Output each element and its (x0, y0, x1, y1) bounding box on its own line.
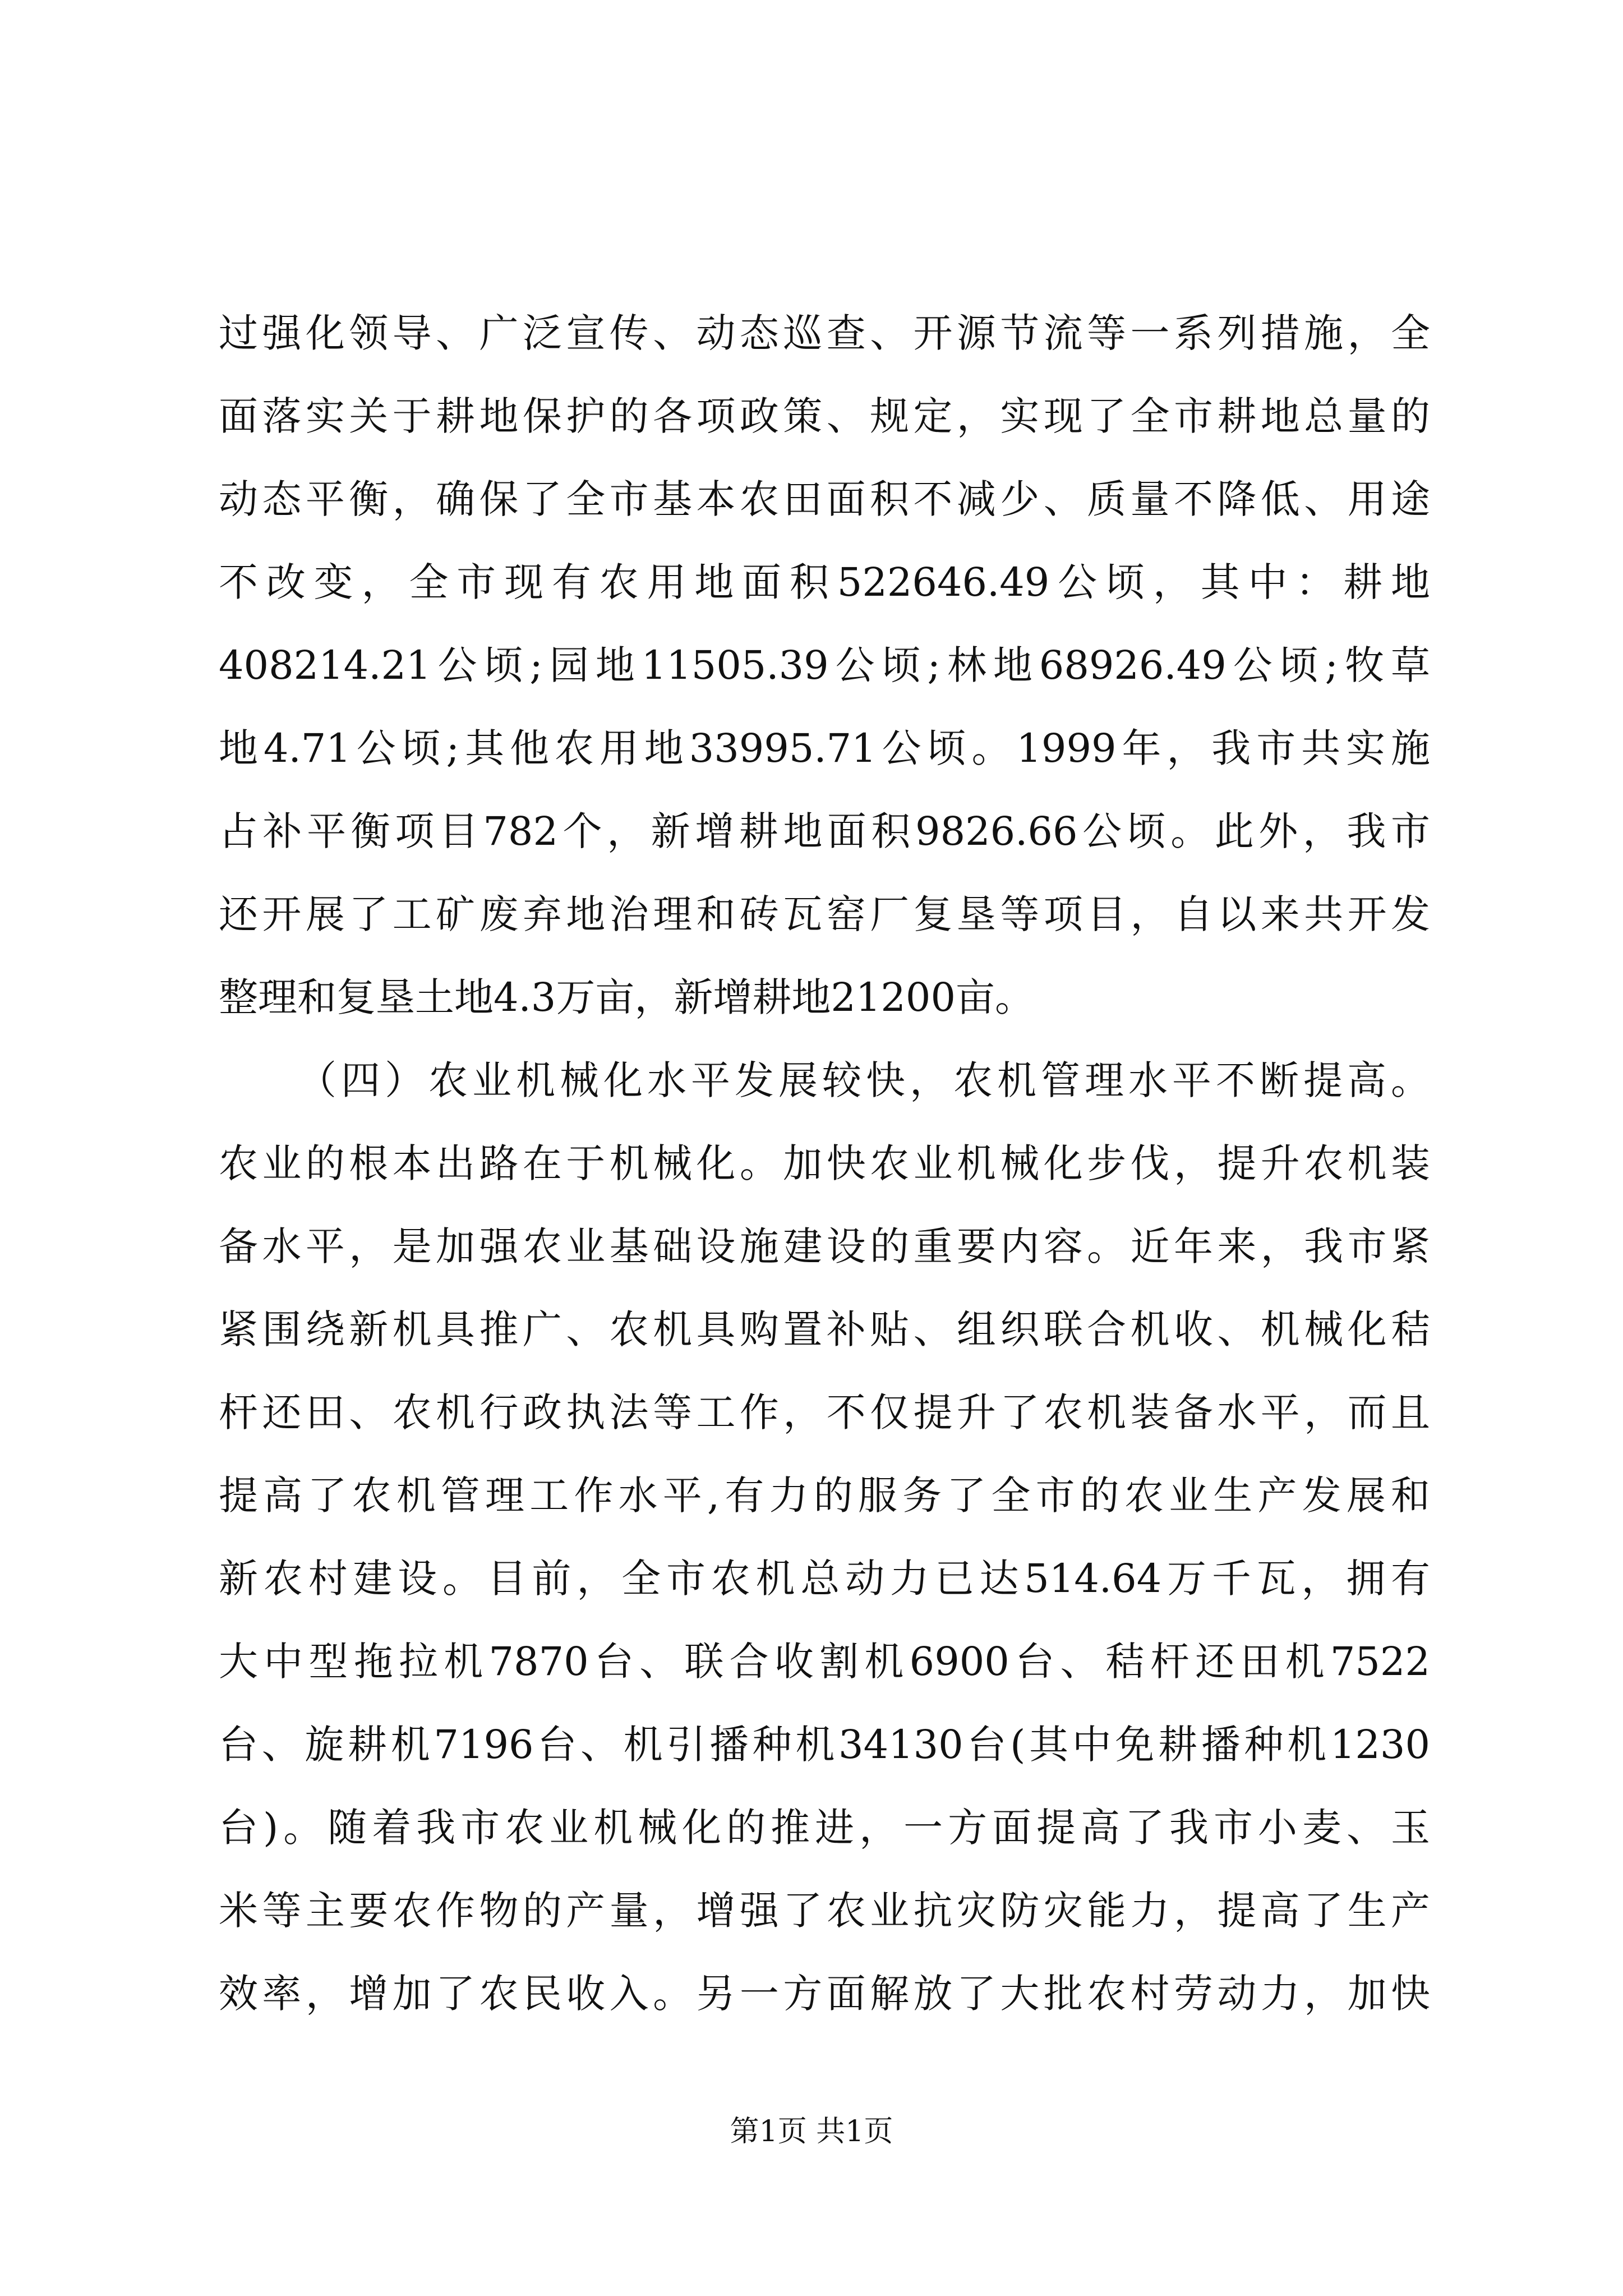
text-line: 动态平衡，确保了全市基本农田面积不减少、质量不降低、用途 (219, 476, 1430, 522)
page-footer (0, 2112, 1623, 2151)
text-line: 提高了农机管理工作水平,有力的服务了全市的农业生产发展和 (219, 1473, 1430, 1519)
text-line: 占补平衡项目782个，新增耕地面积9826.66公顷。此外，我市 (219, 808, 1430, 854)
text-line: 台)。随着我市农业机械化的推进，一方面提高了我市小麦、玉 (219, 1805, 1430, 1851)
text-line: 面落实关于耕地保护的各项政策、规定，实现了全市耕地总量的 (219, 393, 1430, 439)
paragraph-land-protection (219, 292, 1430, 1039)
paragraph-mechanization (219, 1039, 1430, 2035)
text-line: 408214.21公顷;园地11505.39公顷;林地68926.49公顷;牧草 (219, 642, 1430, 688)
text-line: 农业的根本出路在于机械化。加快农业机械化步伐，提升农机装 (219, 1140, 1430, 1186)
text-line: 米等主要农作物的产量，增强了农业抗灾防灾能力，提高了生产 (219, 1888, 1430, 1934)
text-line: 过强化领导、广泛宣传、动态巡查、开源节流等一系列措施，全 (219, 310, 1430, 356)
text-line: 紧围绕新机具推广、农机具购置补贴、组织联合机收、机械化秸 (219, 1306, 1430, 1352)
text-line: 台、旋耕机7196台、机引播种机34130台(其中免耕播种机1230 (219, 1722, 1430, 1768)
text-line: 新农村建设。目前，全市农机总动力已达514.64万千瓦，拥有 (219, 1556, 1430, 1602)
page-number-label: 第1页 共1页 (730, 2115, 893, 2148)
text-line: 备水平，是加强农业基础设施建设的重要内容。近年来，我市紧 (219, 1223, 1430, 1269)
text-line: 地4.71公顷;其他农用地33995.71公顷。1999年，我市共实施 (219, 725, 1430, 771)
text-line: 整理和复垦土地4.3万亩，新增耕地21200亩。 (219, 974, 1035, 1020)
text-line: 杆还田、农机行政执法等工作，不仅提升了农机装备水平，而且 (219, 1389, 1430, 1435)
text-line: 大中型拖拉机7870台、联合收割机6900台、秸杆还田机7522 (219, 1639, 1430, 1685)
document-body (219, 292, 1430, 2035)
text-line: 还开展了工矿废弃地治理和砖瓦窑厂复垦等项目，自以来共开发 (219, 891, 1430, 937)
section-heading-line: （四）农业机械化水平发展较快，农机管理水平不断提高。 (297, 1057, 1430, 1103)
text-line: 不改变，全市现有农用地面积522646.49公顷，其中：耕地 (219, 559, 1430, 605)
text-line: 效率，增加了农民收入。另一方面解放了大批农村劳动力，加快 (219, 1971, 1430, 2017)
